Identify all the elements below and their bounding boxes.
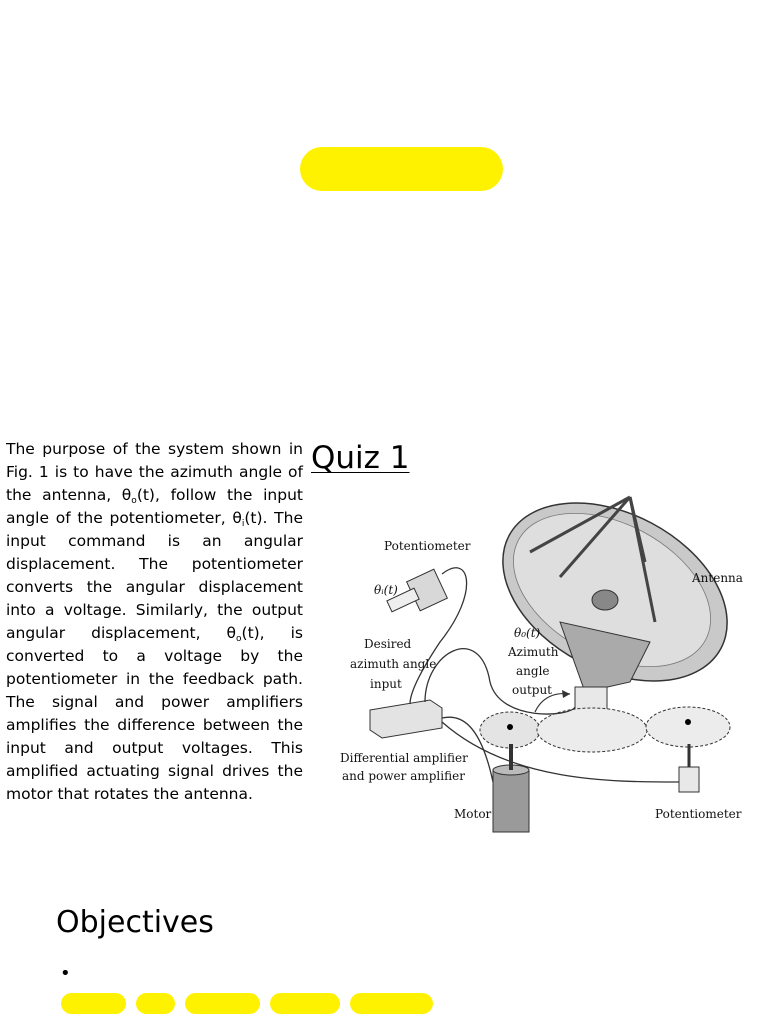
paragraph-part: (t), is converted to a voltage by the potentiometer in the feedback path. The signal and power amplifiers amplifies the difference between the input and output voltages. This amplified actuating signal drives the motor that rotates the antenna. <box>6 624 303 803</box>
label-potentiometer-bottom: Potentiometer <box>655 807 742 821</box>
motor <box>493 770 529 832</box>
label-theta-i: θᵢ(t) <box>374 583 398 597</box>
antenna-system-figure <box>330 482 750 852</box>
label-motor: Motor <box>454 807 492 821</box>
highlight-block-title <box>300 147 503 191</box>
subscript: o <box>236 634 242 644</box>
quiz-title: Quiz 1 <box>311 440 410 476</box>
label-azimuth-2: angle <box>516 664 550 678</box>
subscript: o <box>131 496 137 506</box>
label-diffamp-2: and power amplifier <box>342 769 465 783</box>
gear-center <box>537 708 647 752</box>
bullet-point: • <box>60 963 71 984</box>
gear-right <box>646 707 730 747</box>
label-potentiometer-top: Potentiometer <box>384 539 471 553</box>
subscript: i <box>241 519 245 529</box>
amplifier-box <box>370 700 442 738</box>
label-desired-2: azimuth angle <box>350 657 437 671</box>
antenna-diagram <box>330 482 750 852</box>
objectives-heading: Objectives <box>56 905 214 940</box>
body-paragraph <box>6 438 303 806</box>
label-desired-3: input <box>370 677 402 691</box>
label-azimuth-3: output <box>512 683 553 697</box>
label-azimuth-1: Azimuth <box>508 645 559 659</box>
feed-horn <box>592 590 618 610</box>
highlight-block <box>350 993 433 1014</box>
highlight-block <box>270 993 340 1014</box>
paragraph-part: (t). The input command is an angular displacement. The potentiometer converts the angular displacement into a voltage. Similarly, the output angular displacement, θ <box>6 509 304 642</box>
label-diffamp-1: Differential amplifier <box>340 751 468 765</box>
highlight-block <box>185 993 260 1014</box>
label-antenna: Antenna <box>692 571 743 585</box>
paragraph-part: The purpose of the system shown in Fig. 1 is to have the azimuth angle of the antenna, θ <box>6 440 303 504</box>
potentiometer-output <box>679 767 699 792</box>
paragraph-part: (t), follow the input angle of the potentiometer, θ <box>6 486 303 527</box>
highlight-block <box>61 993 126 1014</box>
label-desired-1: Desired <box>364 637 412 651</box>
highlight-block <box>136 993 175 1014</box>
label-theta-o: θ₀(t) <box>514 626 541 640</box>
